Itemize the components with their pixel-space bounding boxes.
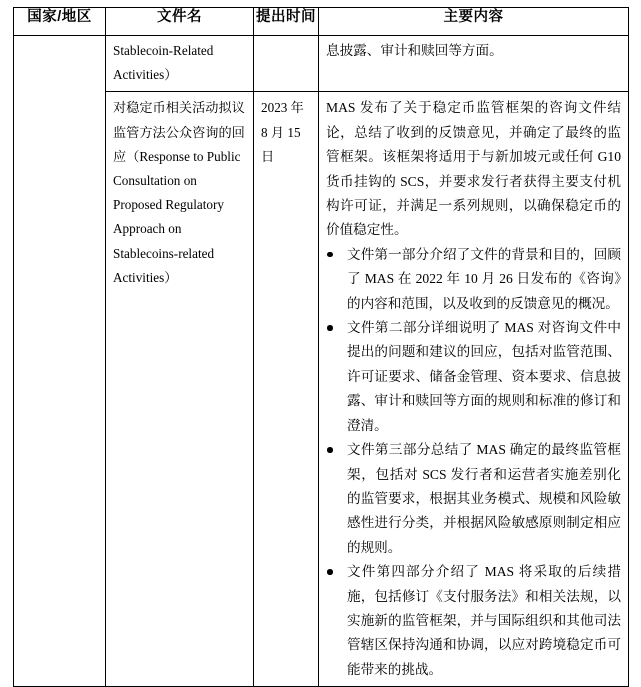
cell-submission-date	[254, 92, 319, 687]
bullet-text: 文件第一部分介绍了文件的背景和目的，回顾了 MAS 在 2022 年 10 月 26 日发布的《咨询》的内容和范围，以及收到的反馈意见的概况。	[347, 246, 621, 311]
cell-submission-date-continued	[254, 36, 319, 92]
submission-date-value: 2023 年 8 月 15 日	[261, 100, 304, 164]
bullet-text: 文件第二部分详细说明了 MAS 对咨询文件中提出的问题和建议的回应，包括对监管范围、许可证要求、储备金管理、资本要求、信息披露、审计和赎回等方面的规则和标准的修订和澄清。	[347, 320, 621, 433]
cell-main-content	[319, 92, 629, 687]
bullet-dot-icon	[327, 252, 333, 258]
cell-document-name-continued	[106, 36, 254, 92]
column-header-submission-date: 提出时间	[254, 8, 319, 36]
cell-main-content-continued	[319, 36, 629, 92]
table-body	[14, 36, 629, 687]
main-content-continued-value: 息披露、审计和赎回等方面。	[326, 43, 503, 58]
regulation-summary-table	[13, 7, 629, 687]
column-header-document-name: 文件名	[106, 8, 254, 36]
list-item	[326, 316, 621, 438]
document-name-continued-value: Stablecoin-Related Activities）	[113, 43, 214, 83]
cell-country	[14, 36, 106, 687]
list-item	[326, 560, 621, 682]
cell-document-name	[106, 92, 254, 687]
column-header-main-content: 主要内容	[319, 8, 629, 36]
table-row	[14, 92, 629, 687]
list-item	[326, 243, 621, 316]
list-item	[326, 438, 621, 560]
main-content-intro: MAS 发布了关于稳定币监管框架的咨询文件结论，总结了收到的反馈意见，并确定了最终的监管框架。该框架将适用于与新加坡元或任何 G10 货币挂钩的 SCS，并要求发行者获得主要支付机构许可证，并满足一系列规则，以确保稳定币的价值稳定性。	[326, 100, 621, 238]
bullet-dot-icon	[327, 447, 333, 453]
bullet-dot-icon	[327, 325, 333, 331]
table-header-row	[14, 8, 629, 36]
bullet-text: 文件第三部分总结了 MAS 确定的最终监管框架，包括对 SCS 发行者和运营者实施差别化的监管要求，根据其业务模式、规模和风险敏感性进行分类，并根据风险敏感原则制定相应的规则。	[347, 442, 621, 555]
document-name-value: 对稳定币相关活动拟议监管方法公众咨询的回应（Response to Public Consultation on Proposed Regulatory Approach on Stablecoins-related Activities）	[113, 100, 245, 285]
column-header-country: 国家/地区	[14, 8, 106, 36]
table-row	[14, 36, 629, 92]
table-header	[14, 8, 629, 36]
bullet-text: 文件第四部分介绍了 MAS 将采取的后续措施，包括修订《支付服务法》和相关法规，以实施新的监管框架，并与国际组织和其他司法管辖区保持沟通和协调，以应对跨境稳定币可能带来的挑战。	[347, 564, 621, 677]
main-content-bullet-list	[326, 243, 621, 682]
